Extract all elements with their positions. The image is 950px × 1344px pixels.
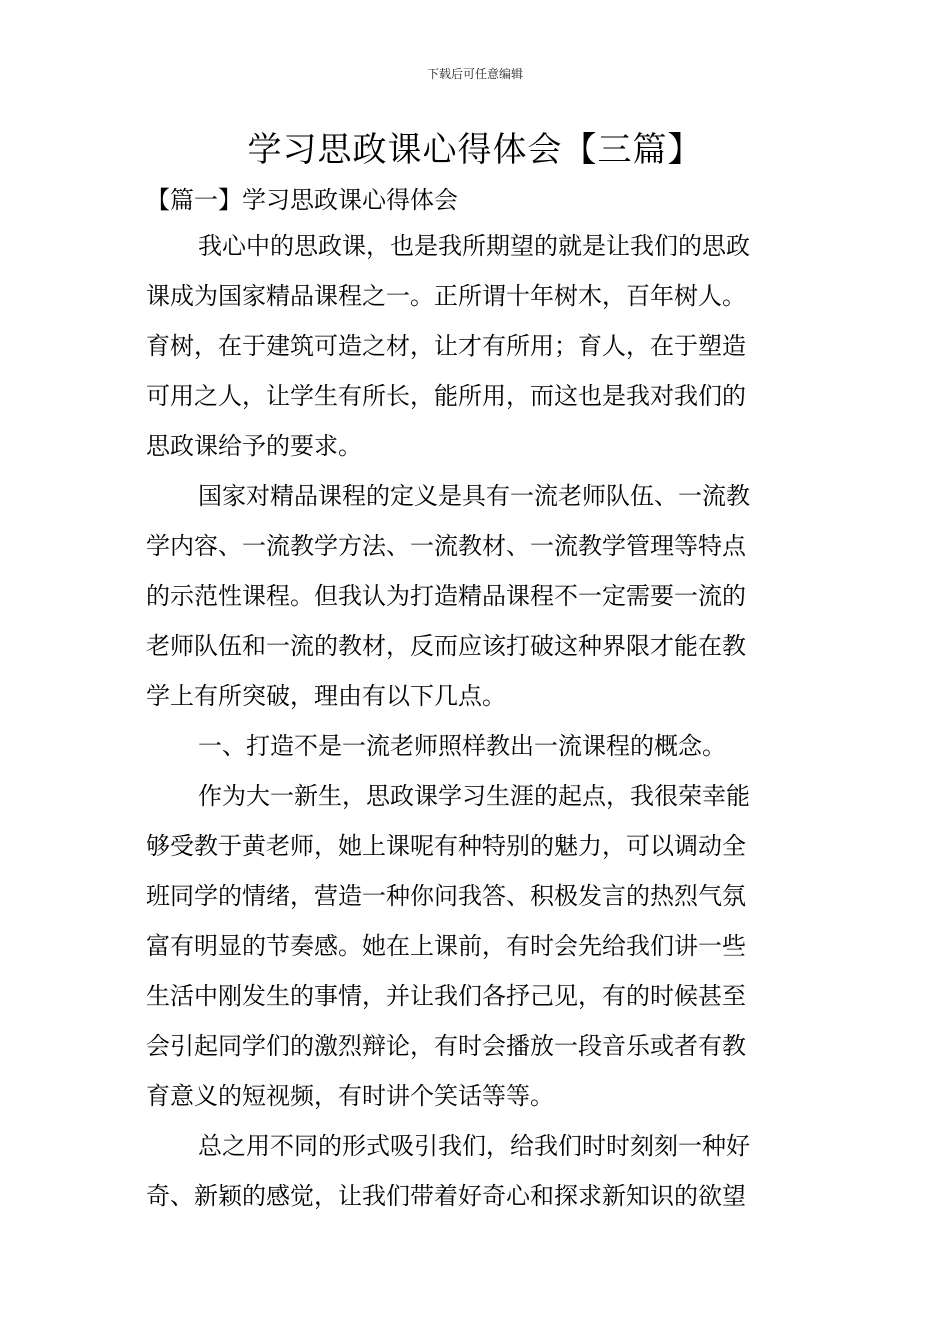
- paragraph-line: 可用之人，让学生有所长，能所用，而这也是我对我们的: [146, 382, 746, 410]
- paragraph: [146, 221, 808, 471]
- header-note: 下载后可任意编辑: [426, 67, 523, 81]
- document-title: 学习思政课心得体会【三篇】: [247, 130, 703, 170]
- paragraph-line: 学上有所突破，理由有以下几点。: [146, 682, 506, 710]
- paragraph-line: 国家对精品课程的定义是具有一流老师队伍、一流教: [198, 482, 750, 510]
- paragraph-line: 学内容、一流教学方法、一流教材、一流教学管理等特点: [146, 532, 746, 560]
- paragraph-line: 老师队伍和一流的教材，反而应该打破这种界限才能在教: [146, 632, 746, 660]
- paragraph: [146, 721, 808, 771]
- paragraph-line: 够受教于黄老师，她上课呢有种特别的魅力，可以调动全: [146, 832, 746, 860]
- paragraph-line: 总之用不同的形式吸引我们，给我们时时刻刻一种好: [198, 1132, 750, 1160]
- paragraph-line: 思政课给予的要求。: [146, 432, 362, 460]
- paragraph: [146, 471, 808, 721]
- body-text: [146, 221, 808, 1221]
- paragraph-line: 会引起同学们的激烈辩论，有时会播放一段音乐或者有教: [146, 1032, 746, 1060]
- paragraph-line: 班同学的情绪，营造一种你问我答、积极发言的热烈气氛: [146, 882, 746, 910]
- paragraph: [146, 1121, 808, 1221]
- section-heading: 【篇一】学习思政课心得体会: [146, 186, 458, 214]
- paragraph-line: 育树，在于建筑可造之材，让才有所用；育人，在于塑造: [146, 332, 746, 360]
- paragraph-line: 一、打造不是一流老师照样教出一流课程的概念。: [198, 732, 726, 760]
- paragraph-line: 奇、新颖的感觉，让我们带着好奇心和探求新知识的欲望: [146, 1182, 746, 1210]
- paragraph-line: 课成为国家精品课程之一。正所谓十年树木，百年树人。: [146, 282, 746, 310]
- paragraph: [146, 771, 808, 1121]
- paragraph-line: 作为大一新生，思政课学习生涯的起点，我很荣幸能: [198, 782, 750, 810]
- paragraph-line: 生活中刚发生的事情，并让我们各抒己见，有的时候甚至: [146, 982, 746, 1010]
- paragraph-line: 的示范性课程。但我认为打造精品课程不一定需要一流的: [146, 582, 746, 610]
- paragraph-line: 富有明显的节奏感。她在上课前，有时会先给我们讲一些: [146, 932, 746, 960]
- paragraph-line: 我心中的思政课，也是我所期望的就是让我们的思政: [198, 232, 750, 260]
- paragraph-line: 育意义的短视频，有时讲个笑话等等。: [146, 1082, 554, 1110]
